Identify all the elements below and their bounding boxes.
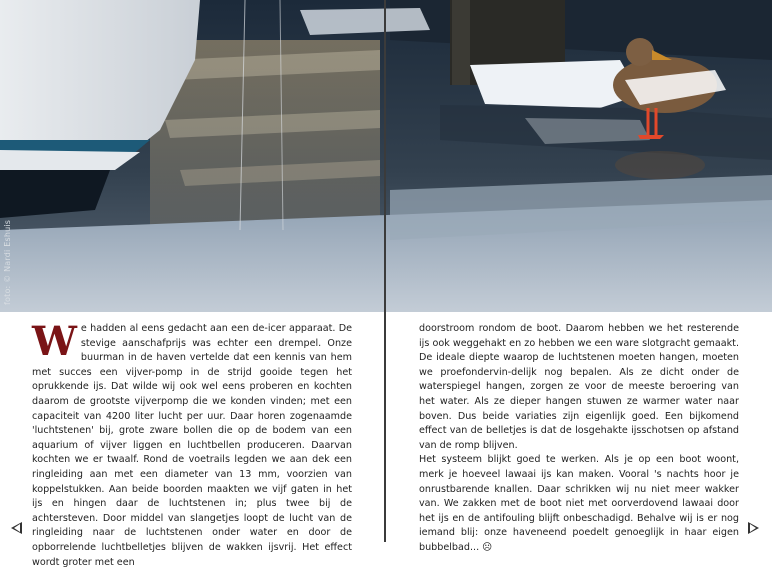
prev-page-arrow-icon[interactable] xyxy=(11,522,22,534)
dropcap: W xyxy=(32,318,77,365)
next-page-arrow-icon[interactable] xyxy=(748,522,759,534)
page-gutter xyxy=(384,0,386,542)
article-column-right xyxy=(419,322,739,556)
article-column-left xyxy=(32,318,352,570)
right-paragraph-1: doorstroom rondom de boot. Daarom hebben we het resterende ijs ook weggehakt en zo hebben we een ware slotgracht gemaakt. De ideale diepte waarop de luchtstenen moeten hangen, moeten we proefondervin-delijk nog bepalen. Als ze dicht onder de waterspiegel hangen, zorgen ze voor de meeste beroering van het water. Als ze dieper hangen stuwen ze warmer water naar boven. Dus beide variaties zijn eigenlijk goed. Een bijkomend effect van de belletjes is dat de losgehakte ijsschotsen op afstand van de romp blijven. xyxy=(419,323,739,451)
left-column-text: e hadden al eens gedacht aan een de-icer apparaat. De stevige aanschafprijs was echter een drempel. Onze buurman in de haven vertelde dat een kennis van hem met succes een vijver-pomp in de strijd gooide tegen het oprukkende ijs. Dat wilde wij ook wel eens proberen en kochten daarom de grootste vijverpomp die we konden vinden; met een capaciteit van 4200 liter lucht per uur. Daar horen zogenaamde 'luchtstenen' bij, grote zware bollen die op de bodem van een aquarium of vijver liggen en luchtbellen produceren. Daarvan kochten we er twaalf. Rond de voetrails legden we aan dek een ringleiding aan met een diameter van 13 mm, voorzien van koppelstukken. Aan beide boorden maakten we vijf gaten in het ijs en hingen daar de luchtstenen in; plus twee bij de achtersteven. Door middel van slangetjes loopt de lucht van de ringleiding naar de luchtstenen onder water en door de opborrelende luchtbelletjes blijven de wakken ijsvrij. Het effect wordt groter met een xyxy=(32,323,352,568)
right-paragraph-2: Het systeem blijkt goed te werken. Als je op een boot woont, merk je hoeveel lawaai ijs kan maken. Vooral 's nachts hoor je onrustbarende knallen. Daar schrikken wij nu niet meer wakker van. We zakken met de boot niet met oorverdovend lawaai door het ijs en de antifouling blijft onbeschadigd. Behalve wij is er nog iemand blij: onze haveneend poedelt genoeglijk in haar eigen bubbelbad... ☹ xyxy=(419,454,739,553)
article-paragraph xyxy=(32,318,352,570)
photo-credit: foto: © Nardi Eshuis xyxy=(3,219,12,305)
